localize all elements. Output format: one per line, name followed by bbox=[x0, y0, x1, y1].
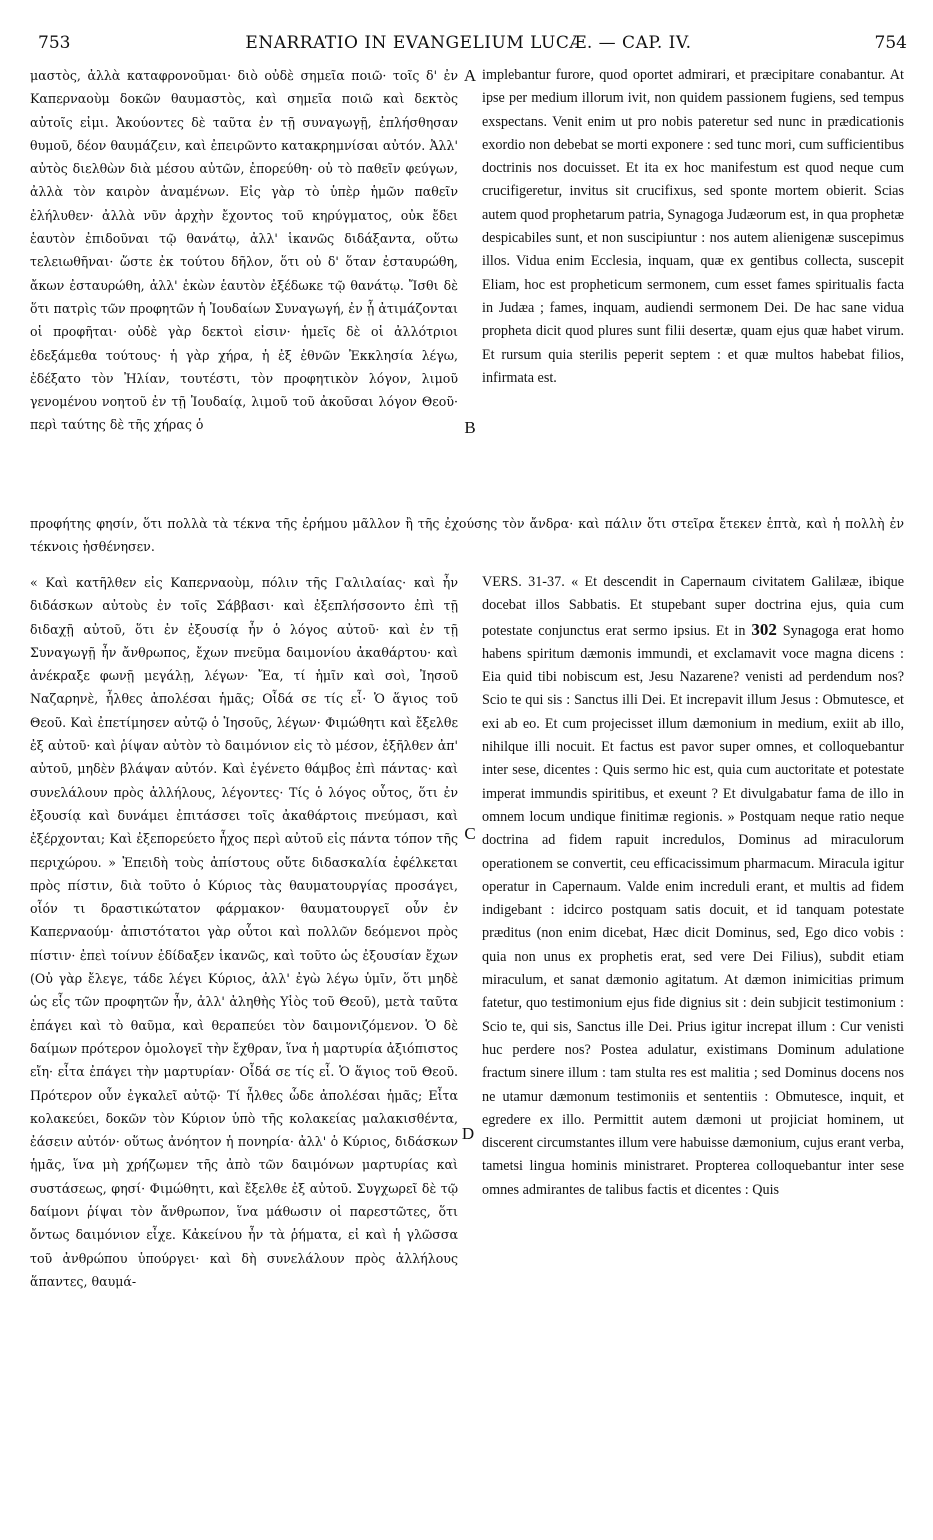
running-header bbox=[30, 33, 907, 57]
running-title: ENARRATIO IN EVANGELIUM LUCÆ. — CAP. IV. bbox=[245, 33, 692, 53]
latin-column-top bbox=[482, 64, 904, 516]
right-page-number: 754 bbox=[874, 33, 907, 53]
column-number: 302 bbox=[751, 619, 777, 639]
greek-spanning-lines bbox=[30, 512, 904, 560]
latin-text: VERS. 31-37. « Et descendit in Capernaum civitatem Galilææ, ibique docebat illos Sabbatis. Et stupebant super doctrina ejus, quia cum potestate conjunctus erat sermo ipsius. Et in bbox=[482, 574, 904, 639]
latin-paragraph: implebantur furore, quod oportet admirari, et præcipitare conabantur. At ipse per medium illorum ivit, non quidem passionem fugiens, sed tempus exspectans. Venit enim ut pro nobis pateretur sed nunc in prædicationis exordio non debebat se morti exponere : sed tunc mori, cum sufficientibus doctrinis nos docuisset. Et ita ex hoc manifestum est quod neque cum crucifigeretur, invitus sit crucifixus, sed sponte mortem obierit. Scias autem quod prophetarum patria, Synagoga Judæorum est, in qua prophetæ despicabiles sunt, et non suscipiuntur : nos autem alienigenæ suscepimus illos. Vidua enim Ecclesia, inquam, quæ ex gentibus collecta, suscepit Eliam, hoc est propheticum sermonem, cum esset fames spiritualis facta in Judæa ; fames, inquam, audiendi sermonem Dei. De hac sane vidua propheta dicit quod plures sunt filii desertæ, quam ejus quæ habet virum. Et rursum quia sterilis peperit septem : et quæ multos habebat filios, infirmata est. bbox=[482, 67, 904, 386]
greek-column-bottom bbox=[30, 571, 458, 1523]
greek-paragraph: προφήτης φησίν, ὅτι πολλὰ τὰ τέκνα τῆς ἐρήμου μᾶλλον ἢ τῆς ἐχούσης τὸν ἄνδρα· καὶ πάλιν ὅτι στεῖρα ἔτεκεν ἑπτὰ, καὶ ἡ πολλὴ ἐν τέκνοις ἠσθένησεν. bbox=[30, 516, 904, 555]
section-marker-d: D bbox=[461, 1124, 475, 1143]
left-page-number: 753 bbox=[38, 33, 71, 53]
section-marker-b: B bbox=[464, 418, 476, 437]
latin-text: Synagoga erat homo habens spiritum dæmonis immundi, et exclamavit voce magna dicens : Eia quid tibi nobiscum est, Jesu Nazarene? venisti ad perdendum nos? Scio te qui sis : Sanctus illi Dei. Et increpavit illum Jesus : Obmutesce, et exi ab eo. Et cum projecisset illum dæmonium in medium, exiit ab illo, nihilque illi nocuit. Et factus est pavor super omnes, et colloquebantur inter sese, dicentes : Quis sermo hic est, quia cum auctoritate et potestate imperat immundis spiritibus, et exeunt ? Et divulgabatur fama de illo in omnem locum undique finitimæ regionis. » Postquam neque ratio neque doctrina ad fidem rapuit incredulos, Dominus ad miraculorum operationem se convertit, ceu efficacissimum pharmacum. Miracula igitur operatur in Capernaum. Valde enim increduli erant, et multis ad fidem indigebant : idcirco postquam satis docuit, et id tanquam potestate præditus (non enim dicebat, Hæc dicit Dominus, sed, Ego dico vobis : quia non unus ex prophetis erat, sed vere Dei Filius), subdit etiam miraculum, et sanat dæmonio agitatum. At dæmon inimicitias primum fatetur, quo testimonium ejus fide dignius sit : dein subjicit testimonium : Scio te, qui sis, Sanctus ille Dei. Prius igitur increpat illum : Cur venisti huc perdere nos? Postea adulatur, existimans Dominum adulatione fractum sinere illum : tam stulta res est malitia ; sed Dominus docens nos ne utamur dæmonum testimoniis et sententiis : Obmutesce, inquit, et egredere ex illo. Permittit autem dæmoni ut projiciat hominem, ut discerent circumstantes illum vere habuisse dæmonium, cujus erant verba, tametsi lingua hominis ministraret. Propterea colloquebantur inter sese omnes admirantes de talibus factis et dicentes : Quis bbox=[482, 622, 904, 1198]
section-marker-c: C bbox=[464, 824, 476, 843]
latin-paragraph bbox=[482, 571, 904, 1202]
greek-paragraph: « Καὶ κατῆλθεν εἰς Καπερναοὺμ, πόλιν τῆς Γαλιλαίας· καὶ ἦν διδάσκων αὐτοὺς ἐν τοῖς Σάββασι· καὶ ἐξεπλήσσοντο ἐπὶ τῇ διδαχῇ αὐτοῦ, ὅτι ἐν ἐξουσίᾳ ἦν ὁ λόγος αὐτοῦ· καὶ ἐν τῇ Συναγωγῇ ἦν ἄνθρωπος, ἔχων πνεῦμα δαιμονίου ἀκαθάρτου· καὶ ἀνέκραξε φωνῇ μεγάλῃ, λέγων· Ἔα, τί ἡμῖν καὶ σοὶ, Ἰησοῦ Ναζαρηνὲ, ἦλθες ἀπολέσαι ἡμᾶς; Οἶδά σε τίς εἶ· Ὁ ἅγιος τοῦ Θεοῦ. Καὶ ἐπετίμησεν αὐτῷ ὁ Ἰησοῦς, λέγων· Φιμώθητι καὶ ἔξελθε ἐξ αὐτοῦ· καὶ ῥίψαν αὐτὸν τὸ δαιμόνιον εἰς τὸ μέσον, ἐξῆλθεν ἀπ' αὐτοῦ, μηδὲν βλάψαν αὐτόν. Καὶ ἐγένετο θάμβος ἐπὶ πάντας· καὶ συνελάλουν πρὸς ἀλλήλους, λέγοντες· Τίς ὁ λόγος οὗτος, ὅτι ἐν ἐξουσίᾳ καὶ δυνάμει ἐπιτάσσει τοῖς ἀκαθάρτοις πνεύμασι, καὶ ἐξέρχονται; Καὶ ἐξεπορεύετο ἦχος περὶ αὐτοῦ εἰς πάντα τόπον τῆς περιχώρου. » Ἐπειδὴ τοὺς ἀπίστους οὔτε διδασκαλία ἐφέλκεται πρὸς πίστιν, διὰ τοῦτο ὁ Κύριος τὰς θαυματουργίας προσάγει, οἷόν τι δραστικώτατον φάρμακον· θαυματουργεῖ οὖν ἐν Καπερναούμ· ἀπιστότατοι γὰρ οὗτοι καὶ πολλῶν δεόμενοι πρὸς πίστιν· ἐπεὶ τοίνυν ἐδίδαξεν ἱκανῶς, καὶ τοῦτο ὡς ἐξουσίαν ἔχων (Οὐ γὰρ ἔλεγε, τάδε λέγει Κύριος, ἀλλ' ἐγὼ λέγω ὑμῖν, ὅτι μηδὲ ὡς εἷς τῶν προφητῶν ἦν, ἀλλ' ἀληθὴς Υἱὸς τοῦ Θεοῦ), μετὰ ταῦτα ἐπάγει καὶ τὸ θαῦμα, καὶ θεραπεύει τὸν δαιμονιζόμενον. Ὁ δὲ δαίμων πρότερον ὁμολογεῖ τὴν ἔχθραν, ἵνα ἡ μαρτυρία ἀξιόπιστος εἴη· εἶτα ἐπάγει τὴν μαρτυρίαν· Οἶδά σε τίς εἶ. Ὁ ἅγιος τοῦ Θεοῦ. Πρότερον οὖν ἐγκαλεῖ αὐτῷ· Τί ἦλθες ὧδε ἀπολέσαι ἡμᾶς; Εἶτα κολακεύει, δοκῶν τὸν Κύριον ὑπὸ τῆς κολακείας μαλακισθέντα, ἐάσειν αὐτόν· οὕτως ἀνόητον ἡ πονηρία· ἀλλ' ὁ Κύριος, διδάσκων ἡμᾶς, ἵνα μὴ χρήζωμεν τῆς ἀπὸ τῶν δαιμόνων μαρτυρίας καὶ συστάσεως, φησί· Φιμώθητι, καὶ ἔξελθε ἐξ αὐτοῦ. Συγχωρεῖ δὲ τῷ δαίμονι ῥίψαι τὸν ἄνθρωπον, ἵνα μάθωσιν οἱ παρεστῶτες, ὅτι ὄντως δαιμόνιον εἶχε. Κἀκείνου ἦν τὰ ῥήματα, εἰ καὶ ἡ γλῶσσα τοῦ ἀνθρώπου ὑπούργει· καὶ δὴ συνελάλουν πρὸς ἀλλήλους ἅπαντες, θαυμά- bbox=[30, 575, 458, 1289]
greek-column-top bbox=[30, 64, 458, 516]
greek-paragraph: μαστὸς, ἀλλὰ καταφρονοῦμαι· διὸ οὐδὲ σημεῖα ποιῶ· τοῖς δ' ἐν Καπερναοὺμ δοκῶν θαυμαστὸς, καὶ σημεῖα ποιῶ καὶ δεκτὸς αὐτοῖς εἰμι. Ἀκούοντες δὲ ταῦτα ἐν τῇ συναγωγῇ, ἐπλήσθησαν θυμοῦ, δέον θαυμάζειν, καὶ ἐπειρῶντο κατακρημνίσαι αὐτόν. Ἀλλ' αὐτὸς διελθὼν διὰ μέσου αὐτῶν, ἐπορεύθη· οὐ τὸ παθεῖν φεύγων, ἀλλὰ τὸν καιρὸν ἀναμένων. Εἰς γὰρ τὸ ὑπὲρ ἡμῶν παθεῖν ἐλήλυθεν· ἀλλὰ νῦν ἀρχὴν ἔχοντος τοῦ κηρύγματος, οὐκ ἔδει ἑαυτὸν ἐπιδοῦναι τῷ θανάτῳ, ἀλλ' ἱκανῶς διδάξαντα, οὕτω τελειωθῆναι· ὥστε ἐκ τούτου δῆλον, ὅτι οὐ δ' ὅταν ἐσταυρώθη, ἄκων ἐσταυρώθη, ἀλλ' ἑκὼν ἑαυτὸν ἐξέδωκε τῷ θανάτῳ. Ἴσθι δὲ ὅτι πατρὶς τῶν προφητῶν ἡ Ἰουδαίων Συναγωγή, ἐν ᾗ ἀτιμάζονται οἱ προφῆται· οὐδὲ γὰρ δεκτοὶ εἰσιν· ἡμεῖς δὲ οἱ ἀλλότριοι ἐδεξάμεθα τούτους· ἡ γὰρ χήρα, ἡ ἐξ ἐθνῶν Ἐκκλησία λέγω, ἐδέξατο τὸν Ἠλίαν, τουτέστι, τὸν προφητικὸν λόγον, λιμοῦ γενομένου νοητοῦ ἐν τῇ Ἰουδαίᾳ, λιμοῦ τοῦ ἀκοῦσαι λόγον Θεοῦ· περὶ ταύτης δὲ τῆς χήρας ὁ bbox=[30, 68, 458, 433]
latin-column-bottom bbox=[482, 571, 904, 1523]
section-marker-a: A bbox=[463, 66, 477, 85]
